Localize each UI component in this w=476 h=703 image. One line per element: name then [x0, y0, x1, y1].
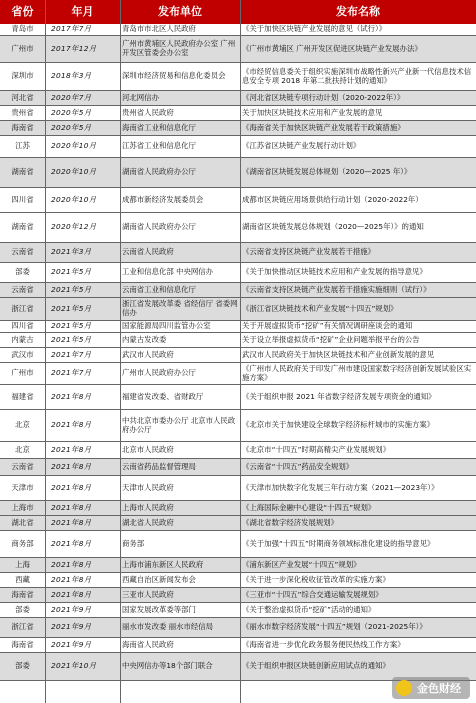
- cell-date: 2020年10月: [51, 141, 97, 151]
- cell-date: 2021年7月: [51, 368, 92, 378]
- cell-province: 青岛市: [11, 24, 34, 34]
- cell-province: 海南省: [11, 122, 34, 132]
- cell-unit: 上海市人民政府: [122, 502, 174, 512]
- cell-date: 2021年5月: [51, 284, 92, 294]
- cell-unit: 海南省人民政府: [122, 639, 174, 649]
- cell-province: 北京: [15, 420, 30, 430]
- cell-name: 湖南省区块链发展总体规划（2020—2025年）》的通知: [242, 222, 424, 232]
- cell-name: 《北京市“十四五”时期高精尖产业发展规划》: [242, 444, 391, 454]
- cell-province: 云南省: [11, 247, 34, 257]
- column-divider: [45, 0, 46, 703]
- table-row: [0, 442, 476, 459]
- cell-name: 《江苏省区块链产业发展行动计划》: [242, 141, 361, 151]
- cell-unit: 深圳市经济贸易和信息化委员会: [122, 71, 226, 81]
- cell-province: 西藏: [15, 574, 30, 584]
- cell-unit: 湖北省人民政府: [122, 517, 174, 527]
- cell-province: 上海: [15, 559, 30, 569]
- cell-date: 2021年8月: [51, 420, 92, 430]
- cell-name: 《关于加快推动区块链技术应用和产业发展的指导意见》: [242, 267, 427, 277]
- cell-date: 2020年10月: [51, 194, 97, 204]
- cell-unit: 福建省发改委、省财政厅: [122, 391, 204, 401]
- table-row: [0, 476, 476, 501]
- cell-date: 2017年12月: [51, 43, 97, 53]
- table-row: [0, 459, 476, 476]
- cell-date: 2020年7月: [51, 92, 92, 102]
- watermark-text: 金色财经: [417, 682, 461, 695]
- cell-unit: 湖南省人民政府办公厅: [122, 167, 196, 177]
- cell-unit: 北京市人民政府: [122, 444, 174, 454]
- cell-unit: 工业和信息化部 中央网信办: [122, 267, 214, 277]
- cell-name: 《云南省支持区块链产业发展若干措施实施细则（试行）》: [242, 284, 431, 294]
- cell-unit: 云南省药品监督管理局: [122, 461, 196, 471]
- table-row: [0, 36, 476, 63]
- cell-name: 《广州市人民政府关于印发广州市建设国家数字经济创新发展试验区实施方案》: [242, 363, 472, 382]
- cell-date: 2021年8月: [51, 538, 92, 548]
- cell-province: 内蒙古: [11, 334, 34, 344]
- cell-province: 四川省: [11, 321, 34, 331]
- gold-coin-icon: [396, 680, 412, 696]
- cell-province: 广州市: [11, 43, 34, 53]
- cell-date: 2021年8月: [51, 482, 92, 492]
- table-row: [0, 558, 476, 573]
- cell-name: 关于开展虚拟货币“挖矿”有关情况调研座谈会的通知: [242, 321, 413, 331]
- cell-unit: 中共北京市委办公厅 北京市人民政府办公厅: [122, 415, 236, 434]
- cell-unit: 广州市黄埔区人民政府办公室 广州开发区管委会办公室: [122, 39, 236, 57]
- cell-date: 2021年9月: [51, 639, 92, 649]
- cell-name: 《关于进一步深化税收征管改革的实施方案》: [242, 574, 390, 584]
- cell-province: 广州市: [11, 368, 34, 378]
- cell-unit: 湖南省人民政府办公厅: [122, 222, 196, 232]
- cell-name: 《丽水市数字经济发展“十四五”规划（2021-2025年）》: [242, 622, 427, 632]
- cell-unit: 云南省人民政府: [122, 247, 174, 257]
- cell-province: 天津市: [11, 482, 34, 492]
- cell-date: 2021年8月: [51, 444, 92, 454]
- cell-name: 《关于整治虚拟货币“挖矿”活动的通知》: [242, 604, 376, 614]
- cell-province: 云南省: [11, 461, 34, 471]
- cell-province: 浙江省: [11, 303, 34, 313]
- cell-date: 2020年5月: [51, 107, 92, 117]
- cell-name: 《天津市加快数字化发展三年行动方案（2021—2023年）》: [242, 482, 439, 492]
- cell-date: 2021年8月: [51, 589, 92, 599]
- cell-name: 《湖北省数字经济发展规划》: [242, 517, 339, 527]
- table-row: [0, 91, 476, 106]
- cell-name: 成都市区块链应用场景供给行动计划（2020-2022年）: [242, 194, 423, 204]
- cell-province: 湖南省: [11, 167, 34, 177]
- cell-unit: 天津市人民政府: [122, 482, 174, 492]
- cell-date: 2020年5月: [51, 122, 92, 132]
- table-row: [0, 158, 476, 188]
- cell-date: 2021年5月: [51, 321, 92, 331]
- table-row: [0, 24, 476, 36]
- cell-date: 2021年8月: [51, 461, 92, 471]
- table-row: [0, 531, 476, 558]
- cell-date: 2020年12月: [51, 222, 97, 232]
- table-row: [0, 243, 476, 263]
- table-row: [0, 63, 476, 91]
- cell-unit: 河北网信办: [122, 92, 159, 102]
- cell-province: 福建省: [11, 391, 34, 401]
- cell-date: 2021年9月: [51, 622, 92, 632]
- table-row: [0, 638, 476, 653]
- cell-name: 《上海国际金融中心建设“十四五”规划》: [242, 502, 376, 512]
- table-row: [0, 618, 476, 638]
- cell-date: 2021年3月: [51, 247, 92, 257]
- cell-unit: 广州市人民政府办公厅: [122, 368, 196, 378]
- cell-date: 2021年8月: [51, 559, 92, 569]
- cell-date: 2020年10月: [51, 167, 97, 177]
- cell-province: 商务部: [11, 538, 34, 548]
- cell-province: 海南省: [11, 589, 34, 599]
- cell-unit: 商务部: [122, 538, 145, 548]
- cell-unit: 海南省工业和信息化厅: [122, 122, 196, 132]
- cell-province: 上海市: [11, 502, 34, 512]
- cell-unit: 江苏省工业和信息化厅: [122, 141, 196, 151]
- cell-name: 《北京市关于加快建设全球数字经济标杆城市的实施方案》: [242, 420, 435, 430]
- cell-name: 《浦东新区产业发展“十四五”规划》: [242, 559, 361, 569]
- table-row: [0, 106, 476, 121]
- header-name: 发布名称: [336, 5, 380, 18]
- table-header: [0, 0, 476, 24]
- table-row: [0, 263, 476, 283]
- cell-name: 《关于组织申报区块链创新应用试点的通知》: [242, 661, 390, 671]
- table-row: [0, 136, 476, 158]
- cell-province: 武汉市: [11, 349, 34, 359]
- cell-date: 2018年3月: [51, 71, 92, 81]
- cell-province: 部委: [15, 661, 30, 671]
- table-row: [0, 333, 476, 348]
- cell-unit: 内蒙古发改委: [122, 334, 167, 344]
- cell-name: 关于加快区块链技术应用和产业发展的意见: [242, 107, 383, 117]
- cell-unit: 浙江省发展改革委 省经信厅 省委网信办: [122, 299, 238, 317]
- cell-date: 2021年8月: [51, 391, 92, 401]
- cell-province: 北京: [15, 444, 30, 454]
- table-row: [0, 298, 476, 321]
- cell-name: 《关于加强“十四五”时期商务领域标准化建设的指导意见》: [242, 538, 435, 548]
- cell-province: 江苏: [15, 141, 30, 151]
- cell-date: 2021年8月: [51, 502, 92, 512]
- header-date: 年月: [71, 5, 94, 18]
- cell-date: 2021年8月: [51, 517, 92, 527]
- cell-unit: 国家发展改革委等部门: [122, 604, 196, 614]
- cell-unit: 国家能源局四川监管办公室: [122, 321, 211, 331]
- cell-unit: 武汉市人民政府: [122, 349, 174, 359]
- table-row: [0, 385, 476, 410]
- cell-name: 《广州市黄埔区 广州开发区促进区块链产业发展办法》: [242, 43, 422, 53]
- column-divider: [120, 0, 121, 703]
- cell-name: 《云南省支持区块链产业发展若干措施》: [242, 247, 376, 257]
- cell-date: 2021年7月: [51, 349, 92, 359]
- cell-date: 2017年7月: [51, 24, 92, 34]
- cell-unit: 云南省工业和信息化厅: [122, 284, 196, 294]
- table-row: [0, 213, 476, 243]
- cell-name: 关于设立举报虚拟货币“挖矿”企业问题举报平台的公告: [242, 334, 420, 344]
- table-row: [0, 121, 476, 136]
- cell-date: 2021年5月: [51, 303, 92, 313]
- cell-province: 浙江省: [11, 622, 34, 632]
- cell-unit: 成都市新经济发展委员会: [122, 194, 204, 204]
- cell-name: 《关于组织申报 2021 年省数字经济发展专项资金的通知》: [242, 391, 436, 401]
- cell-name: 《云南省“十四五”药品安全规划》: [242, 461, 354, 471]
- cell-unit: 三亚市人民政府: [122, 589, 174, 599]
- cell-name: 武汉市人民政府关于加快区块链技术和产业创新发展的意见: [242, 349, 435, 359]
- cell-name: 《河北省区块链专项行动计划（2020-2022年）》: [242, 92, 405, 102]
- cell-name: 《市经贸信息委关于组织实施深圳市战略性新兴产业新一代信息技术信息安全专项 2018 年第二批扶持计划的通知》: [242, 66, 472, 85]
- cell-province: 云南省: [11, 284, 34, 294]
- cell-date: 2021年5月: [51, 267, 92, 277]
- table-row: [0, 348, 476, 363]
- cell-name: 《海南省进一步优化政务服务便民热线工作方案》: [242, 639, 405, 649]
- cell-province: 河北省: [11, 92, 34, 102]
- table-row: [0, 501, 476, 516]
- cell-province: 四川省: [11, 194, 34, 204]
- table-row: [0, 363, 476, 385]
- cell-name: 《关于加快区块链产业发展的意见（试行）》: [242, 24, 387, 34]
- cell-name: 《湖南省区块链发展总体规划（2020—2025 年）》: [242, 167, 412, 177]
- cell-name: 《浙江省区块链技术和产业发展“十四五”规划》: [242, 303, 398, 313]
- cell-province: 深圳市: [11, 71, 34, 81]
- cell-name: 《三亚市“十四五”综合交通运输发展规划》: [242, 589, 383, 599]
- cell-province: 湖南省: [11, 222, 34, 232]
- cell-unit: 西藏自治区新闻发布会: [122, 574, 196, 584]
- cell-name: 《海南省关于加快区块链产业发展若干政策措施》: [242, 122, 405, 132]
- cell-date: 2021年10月: [51, 661, 97, 671]
- table-row: [0, 283, 476, 298]
- cell-unit: 丽水市发改委 丽水市经信局: [122, 622, 214, 632]
- cell-unit: 上海市浦东新区人民政府: [122, 559, 204, 569]
- table-row: [0, 573, 476, 588]
- cell-date: 2021年5月: [51, 334, 92, 344]
- cell-unit: 贵州省人民政府: [122, 107, 174, 117]
- column-divider: [240, 0, 241, 703]
- watermark: [392, 677, 470, 699]
- cell-province: 部委: [15, 604, 30, 614]
- cell-province: 贵州省: [11, 107, 34, 117]
- table-row: [0, 603, 476, 618]
- cell-province: 海南省: [11, 639, 34, 649]
- table-row: [0, 188, 476, 213]
- table-row: [0, 410, 476, 442]
- cell-date: 2021年9月: [51, 604, 92, 614]
- cell-province: 湖北省: [11, 517, 34, 527]
- cell-unit: 中央网信办等18个部门联合: [122, 661, 213, 671]
- table-row: [0, 588, 476, 603]
- header-unit: 发布单位: [158, 5, 202, 18]
- table-row: [0, 516, 476, 531]
- cell-date: 2021年8月: [51, 574, 92, 584]
- cell-province: 部委: [15, 267, 30, 277]
- cell-unit: 青岛市市北区人民政府: [122, 24, 196, 34]
- table-row: [0, 321, 476, 333]
- header-province: 省份: [11, 5, 34, 18]
